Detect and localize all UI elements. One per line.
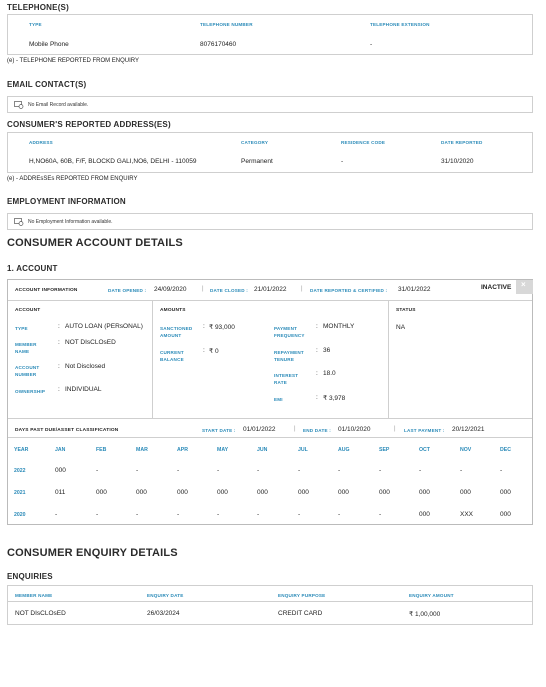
- separator: |: [394, 426, 396, 432]
- field-value-current-balance: ₹ 0: [209, 348, 219, 355]
- dpd-cell: 000: [460, 489, 471, 496]
- dpd-cell: -: [460, 467, 463, 474]
- dpd-cell: 000: [500, 489, 511, 496]
- field-label-repayment-tenure: REPAYMENT TENURE: [274, 350, 304, 362]
- address-residence-code: -: [341, 158, 344, 165]
- field-value-interest-rate: 18.0: [323, 370, 336, 377]
- field-value-repayment-tenure: 36: [323, 347, 331, 354]
- account-sub-heading: 1. ACCOUNT: [7, 264, 58, 273]
- date-opened-label: DATE OPENED :: [108, 288, 147, 293]
- start-date-label: START DATE :: [202, 428, 236, 433]
- separator: |: [294, 426, 296, 432]
- separator: |: [202, 286, 204, 292]
- telephone-extension: -: [370, 41, 373, 48]
- dpd-cell: -: [96, 467, 99, 474]
- dpd-cell: -: [257, 467, 260, 474]
- col-header-enquiry-amount: ENQUIRY AMOUNT: [409, 593, 454, 598]
- col-header-member-name: MEMBER NAME: [15, 593, 53, 598]
- separator: |: [301, 286, 303, 292]
- month-header-oct: OCT: [419, 447, 430, 453]
- colon: :: [58, 386, 60, 393]
- month-header-nov: NOV: [460, 447, 472, 453]
- dpd-cell: 000: [419, 511, 430, 518]
- dpd-cell: 000: [500, 511, 511, 518]
- field-label-sanctioned-amount: SANCTIONED AMOUNT: [160, 326, 193, 338]
- month-header-year: YEAR: [14, 447, 29, 453]
- colon: :: [316, 370, 318, 377]
- dpd-year-2022: 2022: [14, 468, 26, 474]
- month-header-sep: SEP: [379, 447, 390, 453]
- dpd-cell: 000: [419, 489, 430, 496]
- dpd-cell: 000: [379, 489, 390, 496]
- dpd-cell: -: [136, 467, 139, 474]
- close-icon: ×: [521, 280, 526, 289]
- colon: :: [203, 323, 205, 330]
- field-label-member-name: MEMBER NAME: [15, 342, 37, 354]
- date-reported-label: DATE REPORTED & CERTIFIED :: [310, 288, 388, 293]
- dpd-cell: -: [257, 511, 260, 518]
- divider: [8, 601, 532, 602]
- telephone-number: 8076170460: [200, 41, 237, 48]
- divider: [8, 437, 532, 438]
- col-header-type: TYPE: [29, 22, 42, 27]
- status-badge: INACTIVE: [481, 284, 512, 291]
- colon: :: [58, 363, 60, 370]
- dpd-cell: -: [177, 467, 180, 474]
- account-info-label: ACCOUNT INFORMATION: [15, 288, 78, 293]
- enquiry-date: 26/03/2024: [147, 610, 180, 617]
- address-note: (e) - ADDREsSEs REPORTED FROM ENQUIRY: [7, 176, 138, 182]
- divider: [388, 300, 389, 418]
- dpd-cell: -: [217, 511, 220, 518]
- date-reported: 31/01/2022: [398, 286, 431, 293]
- telephone-type: Mobile Phone: [29, 41, 69, 48]
- end-date: 01/10/2020: [338, 426, 371, 433]
- field-label-payment-frequency: PAYMENT FREQUENCY: [274, 326, 305, 338]
- field-value-type: AUTO LOAN (PERsONAL): [65, 323, 143, 330]
- no-record-icon: [14, 218, 24, 226]
- account-card: [7, 279, 533, 525]
- email-empty-text: No Email Record available.: [28, 102, 89, 108]
- col-header-enquiry-purpose: ENQUIRY PURPOSE: [278, 593, 326, 598]
- employment-empty-box: [7, 213, 533, 230]
- field-value-ownership: INDIVIDUAL: [65, 386, 102, 393]
- dpd-cell: -: [379, 467, 382, 474]
- dpd-cell: -: [177, 511, 180, 518]
- employment-heading: EMPLOYMENT INFORMATION: [7, 197, 126, 206]
- field-label-account-number: ACCOUNT NUMBER: [15, 365, 40, 377]
- colon: :: [58, 339, 60, 346]
- field-value-member-name: NOT DIsCLOsED: [65, 339, 116, 346]
- month-header-dec: DEC: [500, 447, 511, 453]
- enquiry-amount: ₹ 1,00,000: [409, 611, 441, 618]
- dpd-cell: -: [96, 511, 99, 518]
- field-label-current-balance: CURRENT BALANCE: [160, 350, 184, 362]
- dpd-cell: -: [55, 511, 58, 518]
- field-value-account-number: Not Disclosed: [65, 363, 106, 370]
- dpd-cell: 000: [298, 489, 309, 496]
- dpd-year-2020: 2020: [14, 512, 26, 518]
- address-category: Permanent: [241, 158, 273, 165]
- colon: :: [203, 347, 205, 354]
- last-payment-label: LAST PAYMENT :: [404, 428, 445, 433]
- field-label-interest-rate: INTEREST RATE: [274, 373, 299, 385]
- field-value-payment-frequency: MONTHLY: [323, 323, 355, 330]
- dpd-cell: -: [298, 467, 301, 474]
- address-table: [7, 132, 533, 173]
- close-corner: [516, 280, 533, 294]
- dpd-cell: -: [500, 467, 503, 474]
- dpd-cell: -: [217, 467, 220, 474]
- dpd-cell: 000: [96, 489, 107, 496]
- date-opened: 24/09/2020: [154, 286, 187, 293]
- month-header-feb: FEB: [96, 447, 107, 453]
- col-header-category: CATEGORY: [241, 140, 269, 145]
- enquiry-member-name: NOT DIsCLOsED: [15, 610, 66, 617]
- col-header-residence-code: RESIDENCE CODE: [341, 140, 386, 145]
- dpd-cell: -: [338, 511, 341, 518]
- colon: :: [316, 394, 318, 401]
- employment-empty-text: No Employment Information available.: [28, 219, 113, 225]
- dpd-cell: -: [136, 511, 139, 518]
- month-header-apr: APR: [177, 447, 188, 453]
- telephone-note: (e) - TELEPHONE REPORTED FROM ENQUIRY: [7, 58, 140, 64]
- dpd-cell: 011: [55, 489, 66, 496]
- month-header-mar: MAR: [136, 447, 148, 453]
- address-date-reported: 31/10/2020: [441, 158, 474, 165]
- dpd-cell: -: [379, 511, 382, 518]
- col-header-address: ADDRESS: [29, 140, 53, 145]
- month-header-may: MAY: [217, 447, 229, 453]
- field-label-ownership: OWNERSHIP: [15, 389, 46, 394]
- address-heading: CONSUMER'S REPORTED ADDRESS(ES): [7, 120, 171, 129]
- dpd-cell: -: [298, 511, 301, 518]
- date-closed: 21/01/2022: [254, 286, 287, 293]
- field-value-emi: ₹ 3,978: [323, 395, 346, 402]
- start-date: 01/01/2022: [243, 426, 276, 433]
- end-date-label: END DATE :: [303, 428, 331, 433]
- dpd-cell: -: [419, 467, 422, 474]
- dpd-cell: -: [338, 467, 341, 474]
- dpd-cell: 000: [136, 489, 147, 496]
- telephone-heading: TELEPHONE(S): [7, 3, 69, 12]
- colon: :: [316, 323, 318, 330]
- enquiry-purpose: CREDIT CARD: [278, 610, 323, 617]
- month-header-jul: JUL: [298, 447, 308, 453]
- month-header-jun: JUN: [257, 447, 268, 453]
- col-header-telephone-number: TELEPHONE NUMBER: [200, 22, 253, 27]
- month-header-aug: AUG: [338, 447, 350, 453]
- address-value: H,NO60A, 60B, F/F, BLOCKD GALI,NO6, DELHI - 110059: [29, 158, 197, 165]
- dpd-label: DAYS PAST DUE/ASSET CLASSIFICATION: [15, 428, 119, 433]
- last-payment: 20/12/2021: [452, 426, 485, 433]
- colon: :: [58, 323, 60, 330]
- field-value-sanctioned-amount: ₹ 93,000: [209, 324, 235, 331]
- email-heading: EMAIL CONTACT(S): [7, 80, 87, 89]
- month-header-jan: JAN: [55, 447, 66, 453]
- dpd-cell: 000: [55, 467, 66, 474]
- status-value: NA: [396, 324, 406, 331]
- divider: [8, 418, 532, 419]
- divider: [8, 300, 532, 301]
- enquiry-table: [7, 585, 533, 625]
- dpd-cell: 000: [338, 489, 349, 496]
- dpd-year-2021: 2021: [14, 490, 26, 496]
- email-empty-box: [7, 96, 533, 113]
- enquiry-sub-heading: ENQUIRIES: [7, 572, 53, 581]
- dpd-cell: 000: [217, 489, 228, 496]
- amounts-col-title: AMOUNTS: [160, 308, 186, 313]
- col-header-enquiry-date: ENQUIRY DATE: [147, 593, 184, 598]
- account-col-title: ACCOUNT: [15, 308, 41, 313]
- date-closed-label: DATE CLOSED :: [210, 288, 248, 293]
- enquiry-heading: CONSUMER ENQUIRY DETAILS: [7, 547, 178, 559]
- field-label-emi: EMI: [274, 397, 283, 402]
- dpd-cell: XXX: [460, 511, 474, 518]
- status-col-title: STATUS: [396, 308, 416, 313]
- dpd-cell: 000: [177, 489, 188, 496]
- col-header-date-reported: DATE REPORTED: [441, 140, 483, 145]
- field-label-type: TYPE: [15, 326, 28, 331]
- dpd-cell: 000: [257, 489, 268, 496]
- telephone-table: [7, 14, 533, 55]
- account-details-heading: CONSUMER ACCOUNT DETAILS: [7, 237, 183, 249]
- colon: :: [316, 347, 318, 354]
- divider: [152, 300, 153, 418]
- col-header-telephone-extension: TELEPHONE EXTENSION: [370, 22, 430, 27]
- no-record-icon: [14, 101, 24, 109]
